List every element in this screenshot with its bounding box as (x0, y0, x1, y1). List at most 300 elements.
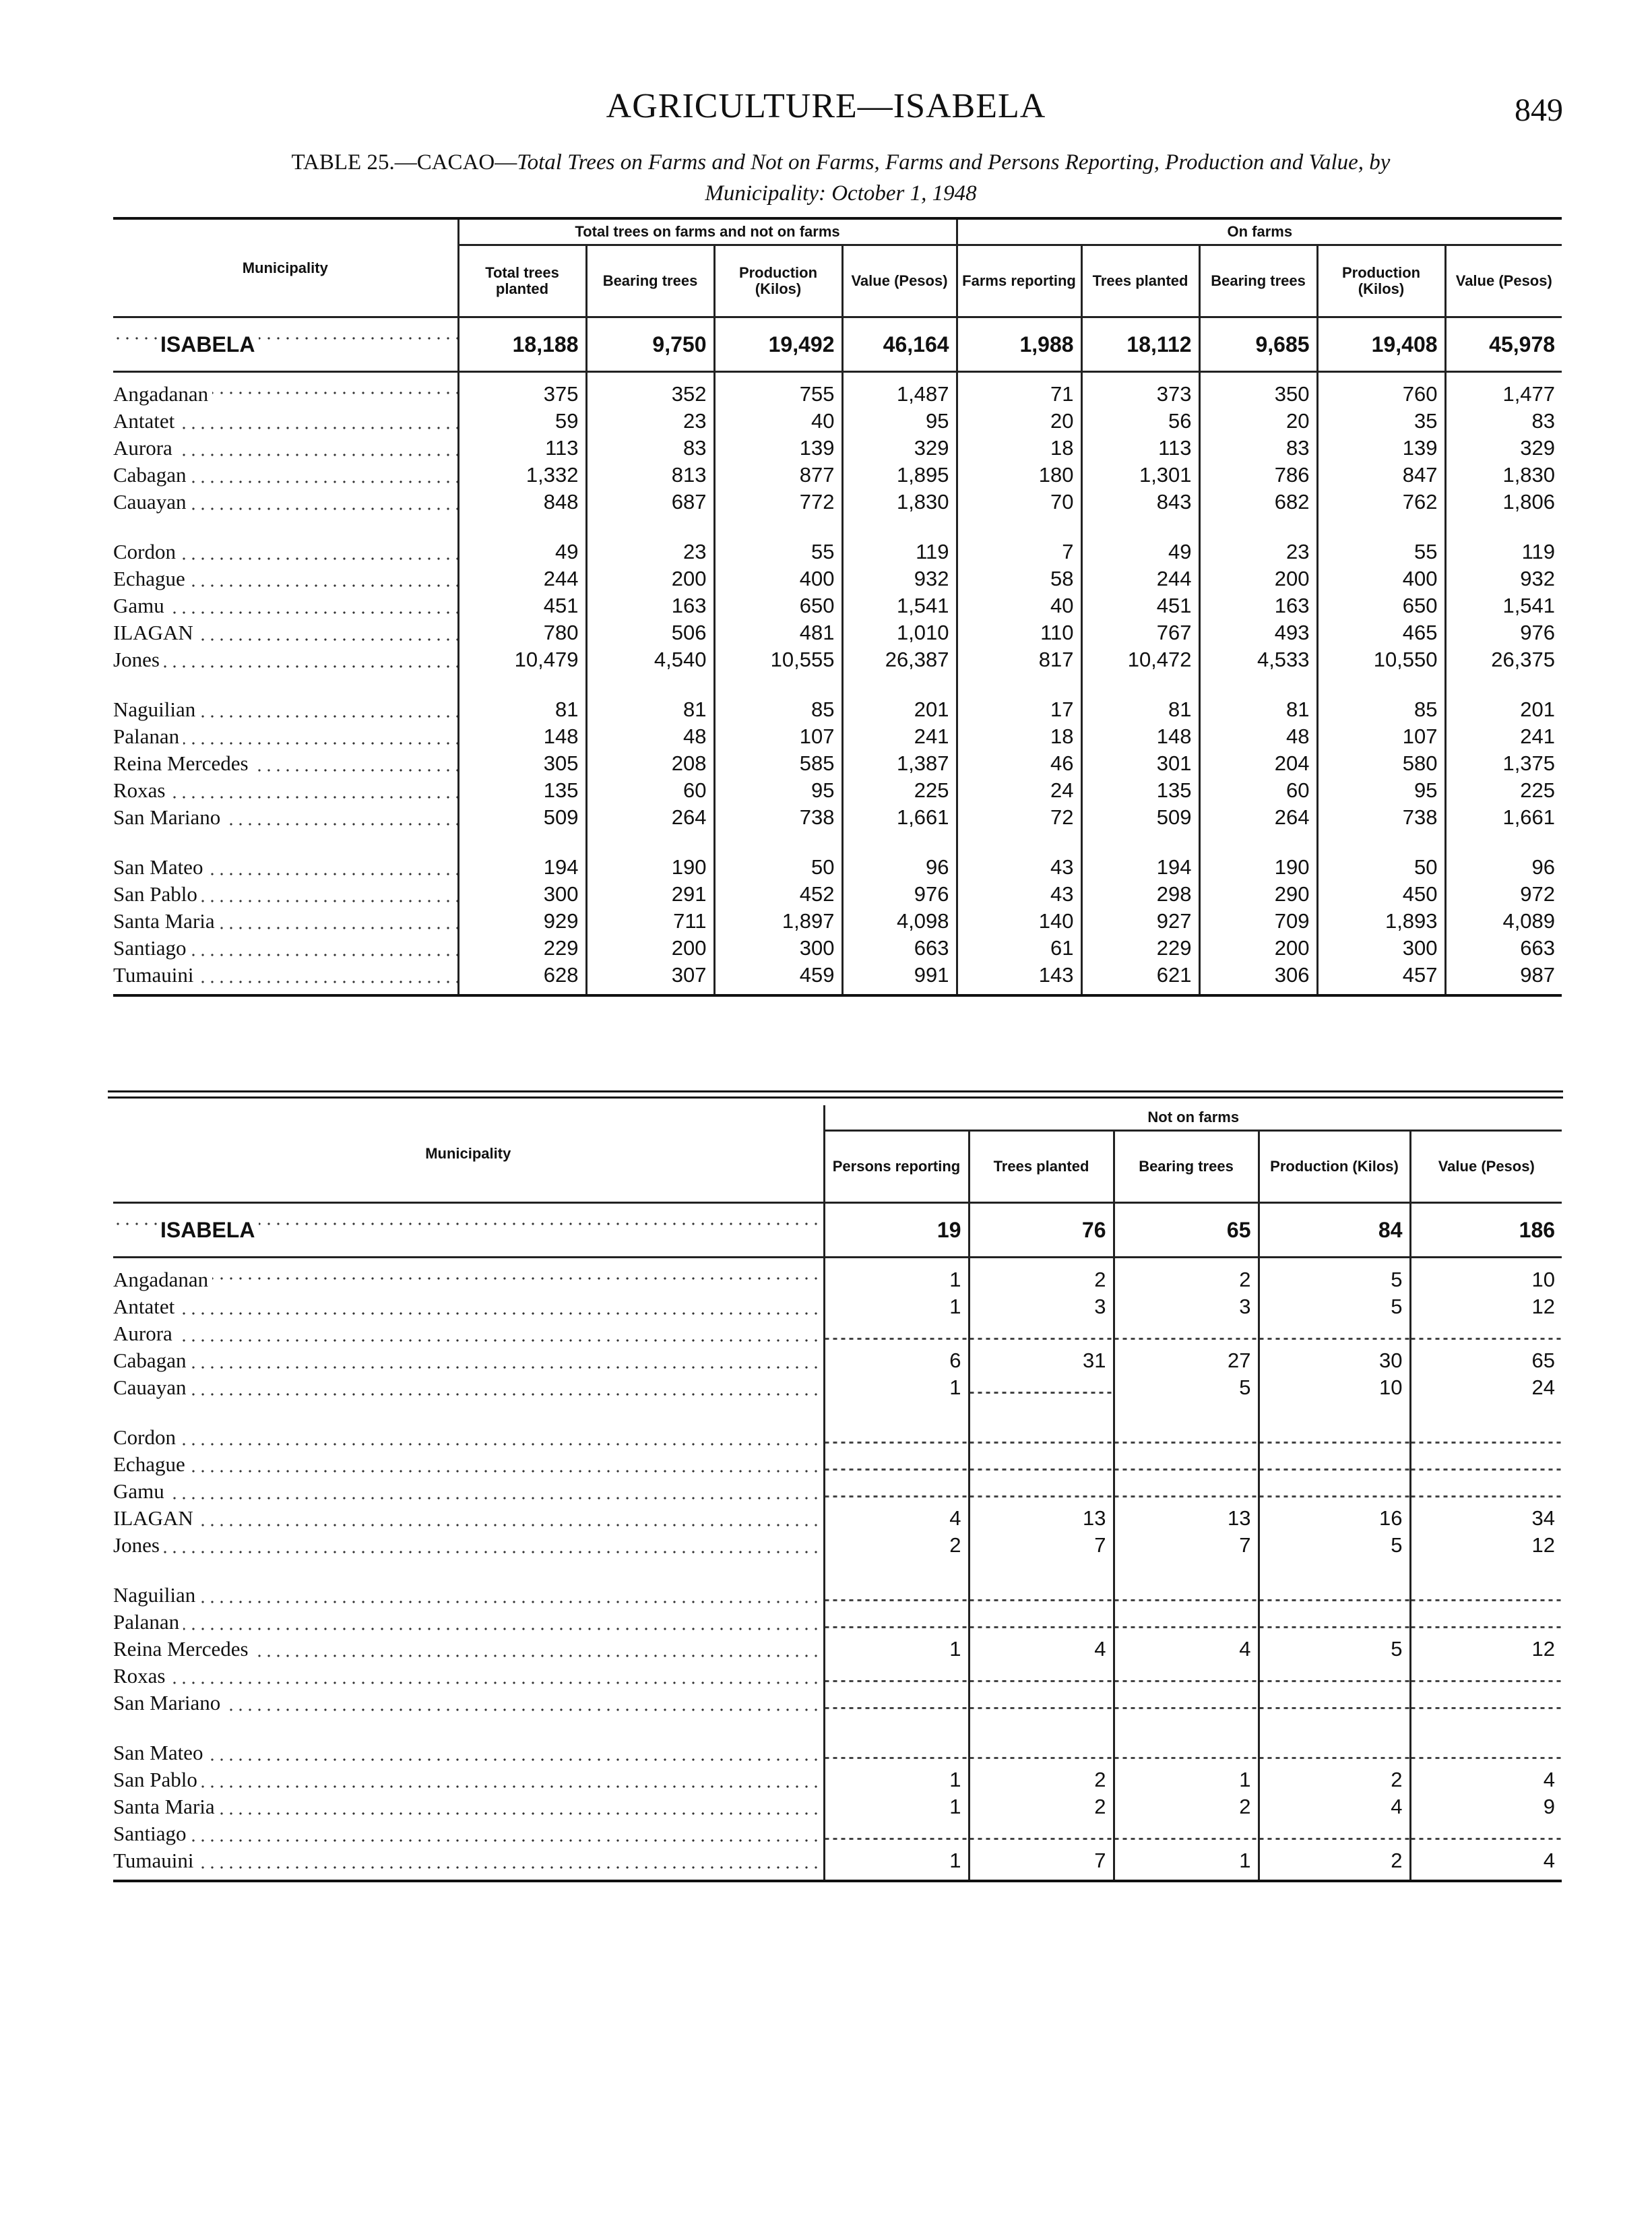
table-row (113, 1320, 1562, 1347)
spacer-cell (1259, 1401, 1410, 1424)
table-cell: 72 (957, 804, 1081, 831)
table-cell: 81 (586, 696, 714, 723)
municipality-name (113, 1347, 824, 1374)
table-cell: 1,010 (842, 619, 957, 646)
table-cell: 27 (1114, 1347, 1259, 1374)
table-cell: 932 (1445, 565, 1562, 592)
table-cell: 4 (1114, 1636, 1259, 1663)
municipality-name (113, 646, 458, 673)
spacer-cell (969, 1401, 1114, 1424)
table-cell (969, 1320, 1114, 1347)
table-cell: 9,750 (586, 317, 714, 372)
table-cell: 4 (824, 1505, 969, 1532)
table-cell: 628 (458, 962, 586, 995)
table-cell (824, 1690, 969, 1717)
table-cell (824, 1478, 969, 1505)
table-row (113, 1532, 1562, 1559)
table-cell (969, 1820, 1114, 1847)
municipality-label: ISABELA (160, 332, 259, 357)
spacer-cell (586, 673, 714, 696)
table-cell: 264 (1199, 804, 1317, 831)
table-cell (1410, 1582, 1562, 1609)
table-cell: 1 (824, 1258, 969, 1294)
spacer-cell (842, 673, 957, 696)
table-cell: 96 (1445, 854, 1562, 881)
table-cell: 2 (1259, 1847, 1410, 1881)
municipality-name (113, 1847, 824, 1881)
table-cell: 19,492 (714, 317, 842, 372)
municipality-label: Santiago (113, 1822, 191, 1845)
table-cell: 10,555 (714, 646, 842, 673)
table-row (113, 750, 1562, 777)
table-cell (1114, 1739, 1259, 1766)
spacer-cell (957, 831, 1081, 854)
municipality-name (113, 1258, 824, 1294)
spacer-cell (1445, 673, 1562, 696)
municipality-name (113, 1663, 824, 1690)
table-not-on-farms (113, 1105, 1562, 1882)
table-cell: 85 (714, 696, 842, 723)
municipality-name (113, 565, 458, 592)
table-cell: 780 (458, 619, 586, 646)
municipality-name (113, 1690, 824, 1717)
table-cell: 1,661 (842, 804, 957, 831)
table-row (113, 489, 1562, 516)
table-cell: 20 (1199, 408, 1317, 435)
spacer-cell (1114, 1401, 1259, 1424)
table-cell: 20 (957, 408, 1081, 435)
table-cell: 34 (1410, 1505, 1562, 1532)
municipality-label: Antatet (113, 1295, 179, 1318)
table-cell: 772 (714, 489, 842, 516)
municipality-label: Cauayan (113, 490, 190, 514)
spacer-cell (1317, 831, 1445, 854)
table-cell (1410, 1424, 1562, 1451)
table-row (113, 1820, 1562, 1847)
table-cell: 163 (586, 592, 714, 619)
table-cell: 13 (1114, 1505, 1259, 1532)
table-row (113, 1258, 1562, 1294)
table-cell: 7 (969, 1847, 1114, 1881)
column-header: Production (Kilos) (1259, 1131, 1410, 1203)
table-row (113, 646, 1562, 673)
table-cell: 12 (1410, 1532, 1562, 1559)
table-cell: 5 (1259, 1293, 1410, 1320)
table-cell: 4 (1410, 1847, 1562, 1881)
table-cell: 4,098 (842, 908, 957, 935)
spacer-cell (1199, 516, 1317, 538)
table-cell: 509 (1081, 804, 1199, 831)
table-cell: 760 (1317, 372, 1445, 408)
spacer-cell (1081, 516, 1199, 538)
table-row (113, 1636, 1562, 1663)
table-cell: 65 (1114, 1203, 1259, 1258)
spacer-cell (842, 516, 957, 538)
table-cell: 31 (969, 1347, 1114, 1374)
spacer-cell (1410, 1401, 1562, 1424)
table-row (113, 1478, 1562, 1505)
table-cell: 1,830 (1445, 462, 1562, 489)
table-cell: 976 (842, 881, 957, 908)
column-header: Farms reporting (957, 245, 1081, 317)
municipality-label: Roxas (113, 1664, 170, 1688)
table-cell: 457 (1317, 962, 1445, 995)
table-cell (1259, 1582, 1410, 1609)
municipality-label: Echague (113, 1452, 189, 1476)
table-cell: 190 (1199, 854, 1317, 881)
table-cell: 10 (1259, 1374, 1410, 1401)
table-cell: 107 (1317, 723, 1445, 750)
table-cell: 16 (1259, 1505, 1410, 1532)
spacer-cell (1081, 831, 1199, 854)
table-cell (969, 1374, 1114, 1401)
table-cell: 682 (1199, 489, 1317, 516)
table-row (113, 1347, 1562, 1374)
table-row (113, 881, 1562, 908)
table-row (113, 1374, 1562, 1401)
table-cell: 148 (1081, 723, 1199, 750)
column-header: Bearing trees (586, 245, 714, 317)
table-cell: 1,661 (1445, 804, 1562, 831)
table-cell: 61 (957, 935, 1081, 962)
table-cell: 241 (842, 723, 957, 750)
table-cell: 76 (969, 1203, 1114, 1258)
table-cell: 1 (824, 1766, 969, 1793)
table-row (113, 317, 1562, 372)
table-cell: 241 (1445, 723, 1562, 750)
municipality-name (113, 1820, 824, 1847)
table-cell: 49 (1081, 538, 1199, 565)
table-cell: 1,477 (1445, 372, 1562, 408)
municipality-name (113, 962, 458, 995)
municipality-name (113, 372, 458, 408)
table-cell: 48 (586, 723, 714, 750)
table-cell: 350 (1199, 372, 1317, 408)
spacer-cell (714, 673, 842, 696)
table-cell: 7 (969, 1532, 1114, 1559)
table-cell: 65 (1410, 1347, 1562, 1374)
table-cell: 24 (1410, 1374, 1562, 1401)
table-cell: 2 (969, 1258, 1114, 1294)
table-cell: 1 (824, 1293, 969, 1320)
table-cell: 194 (1081, 854, 1199, 881)
municipality-label: Echague (113, 567, 189, 590)
table-cell: 49 (458, 538, 586, 565)
table-cell: 5 (1114, 1374, 1259, 1401)
spacer-cell (1199, 673, 1317, 696)
municipality-name (113, 1320, 824, 1347)
table-cell: 208 (586, 750, 714, 777)
municipality-label: San Pablo (113, 1768, 201, 1791)
municipality-name (113, 696, 458, 723)
municipality-label: Reina Mercedes (113, 1637, 253, 1661)
table-cell: 650 (1317, 592, 1445, 619)
table-cell: 2 (1259, 1766, 1410, 1793)
table-cell: 18 (957, 723, 1081, 750)
table-cell: 1,332 (458, 462, 586, 489)
municipality-name (113, 804, 458, 831)
table-row (113, 1451, 1562, 1478)
column-header: Trees planted (1081, 245, 1199, 317)
table-cell: 848 (458, 489, 586, 516)
table-cell: 139 (1317, 435, 1445, 462)
group-spacer (113, 831, 1562, 854)
table-cell: 847 (1317, 462, 1445, 489)
column-header: Production (Kilos) (714, 245, 842, 317)
table-cell: 229 (1081, 935, 1199, 962)
table-cell (824, 1424, 969, 1451)
table-cell: 201 (842, 696, 957, 723)
municipality-name (113, 750, 458, 777)
table-cell: 95 (842, 408, 957, 435)
spacer-cell (586, 516, 714, 538)
table-row (113, 592, 1562, 619)
spacer-cell (586, 831, 714, 854)
table-cell: 139 (714, 435, 842, 462)
table-cell: 1,487 (842, 372, 957, 408)
table-cell: 1,387 (842, 750, 957, 777)
table-cell: 373 (1081, 372, 1199, 408)
municipality-label: Tumauini (113, 963, 197, 987)
table-cell: 450 (1317, 881, 1445, 908)
table-cell (1114, 1451, 1259, 1478)
municipality-name (113, 1766, 824, 1793)
table-row (113, 1505, 1562, 1532)
table-cell (1114, 1582, 1259, 1609)
table-cell: 493 (1199, 619, 1317, 646)
table-cell: 300 (714, 935, 842, 962)
spacer-cell (113, 516, 458, 538)
table-cell: 225 (842, 777, 957, 804)
table-cell: 19,408 (1317, 317, 1445, 372)
table-cell: 10,479 (458, 646, 586, 673)
table-cell: 83 (586, 435, 714, 462)
table-cell (969, 1582, 1114, 1609)
spacer-cell (113, 831, 458, 854)
table-cell: 298 (1081, 881, 1199, 908)
municipality-label: Santa Maria (113, 909, 219, 933)
municipality-label: ISABELA (160, 1218, 259, 1242)
municipality-name (113, 1478, 824, 1505)
table-cell: 70 (957, 489, 1081, 516)
table-cell: 987 (1445, 962, 1562, 995)
municipality-name (113, 317, 458, 372)
municipality-label: Naguilian (113, 1583, 199, 1607)
table-cell (1410, 1663, 1562, 1690)
municipality-label: Santa Maria (113, 1795, 219, 1818)
spacer-cell (1114, 1717, 1259, 1739)
table-cell: 201 (1445, 696, 1562, 723)
municipality-name (113, 435, 458, 462)
table-cell: 1 (1114, 1847, 1259, 1881)
table-cell: 4,533 (1199, 646, 1317, 673)
table-cell (824, 1739, 969, 1766)
table-cell: 5 (1259, 1532, 1410, 1559)
caption-line2: Municipality: October 1, 1948 (705, 181, 977, 206)
municipality-label: ILAGAN (113, 621, 197, 644)
table-cell: 2 (969, 1793, 1114, 1820)
table-cell: 9 (1410, 1793, 1562, 1820)
table-cell (1259, 1820, 1410, 1847)
municipality-label: Antatet (113, 409, 179, 433)
spacer-cell (824, 1717, 969, 1739)
table-cell: 738 (714, 804, 842, 831)
table-row (113, 696, 1562, 723)
table-cell: 621 (1081, 962, 1199, 995)
table-on-farms (113, 217, 1562, 997)
municipality-label: Cauayan (113, 1376, 190, 1399)
table-cell: 55 (1317, 538, 1445, 565)
table-cell: 843 (1081, 489, 1199, 516)
table-cell: 107 (714, 723, 842, 750)
table-cell: 23 (586, 408, 714, 435)
spacer-cell (113, 1401, 824, 1424)
table-cell: 932 (842, 565, 957, 592)
municipality-label: Reina Mercedes (113, 751, 253, 775)
table-cell (1259, 1320, 1410, 1347)
table-cell: 83 (1199, 435, 1317, 462)
table-cell: 229 (458, 935, 586, 962)
table-cell: 1 (1114, 1766, 1259, 1793)
spacer-cell (1081, 673, 1199, 696)
table-cell: 84 (1259, 1203, 1410, 1258)
municipality-name (113, 935, 458, 962)
table-cell: 119 (1445, 538, 1562, 565)
table-cell (1259, 1609, 1410, 1636)
table-cell: 877 (714, 462, 842, 489)
caption-main: Total Trees on Farms and Not on Farms, Farms and Persons Reporting, Production and Value, by (517, 150, 1391, 175)
group-spacer (113, 673, 1562, 696)
table-cell: 451 (458, 592, 586, 619)
table-cell: 10 (1410, 1258, 1562, 1294)
spacer-cell (1410, 1717, 1562, 1739)
spacer-cell (824, 1559, 969, 1582)
spacer-cell (969, 1717, 1114, 1739)
municipality-name (113, 592, 458, 619)
municipality-label: Jones (113, 648, 164, 671)
table-row (113, 408, 1562, 435)
table-cell: 972 (1445, 881, 1562, 908)
table-cell (824, 1663, 969, 1690)
column-header: Bearing trees (1114, 1131, 1259, 1203)
table-cell: 186 (1410, 1203, 1562, 1258)
table-cell: 301 (1081, 750, 1199, 777)
municipality-name (113, 1636, 824, 1663)
table-cell: 18 (957, 435, 1081, 462)
table-cell: 95 (714, 777, 842, 804)
table-cell: 506 (586, 619, 714, 646)
table-cell: 2 (1114, 1258, 1259, 1294)
table-cell: 17 (957, 696, 1081, 723)
table-row (113, 462, 1562, 489)
municipality-label: Tumauini (113, 1849, 197, 1872)
table-cell: 1,830 (842, 489, 957, 516)
table-cell (1410, 1609, 1562, 1636)
table-row (113, 1293, 1562, 1320)
column-header: Bearing trees (1199, 245, 1317, 317)
table-cell: 329 (842, 435, 957, 462)
table-cell: 400 (1317, 565, 1445, 592)
table-cell (969, 1609, 1114, 1636)
spacer-cell (714, 831, 842, 854)
table-cell (1410, 1478, 1562, 1505)
table-cell: 817 (957, 646, 1081, 673)
column-header: Trees planted (969, 1131, 1114, 1203)
municipality-name (113, 1793, 824, 1820)
table-cell: 200 (1199, 935, 1317, 962)
table-cell: 96 (842, 854, 957, 881)
municipality-name (113, 1203, 824, 1258)
municipality-label: ILAGAN (113, 1506, 197, 1530)
table-cell: 23 (1199, 538, 1317, 565)
table-cell: 7 (1114, 1532, 1259, 1559)
table-cell: 5 (1259, 1636, 1410, 1663)
table-cell: 4 (969, 1636, 1114, 1663)
table-cell: 200 (586, 565, 714, 592)
table-row (113, 723, 1562, 750)
table-cell: 50 (714, 854, 842, 881)
table-cell: 18,188 (458, 317, 586, 372)
table-cell: 119 (842, 538, 957, 565)
table-cell: 762 (1317, 489, 1445, 516)
municipality-name (113, 489, 458, 516)
table-cell: 300 (458, 881, 586, 908)
municipality-name (113, 1582, 824, 1609)
municipality-name (113, 619, 458, 646)
table-cell: 465 (1317, 619, 1445, 646)
table-row (113, 1690, 1562, 1717)
table-cell: 9,685 (1199, 317, 1317, 372)
table-cell: 2 (1114, 1793, 1259, 1820)
table-cell: 5 (1259, 1258, 1410, 1294)
municipality-label: Aurora (113, 436, 177, 460)
municipality-label: Angadanan (113, 1268, 212, 1291)
column-header: Production (Kilos) (1317, 245, 1445, 317)
table-cell: 1,893 (1317, 908, 1445, 935)
table-row (113, 935, 1562, 962)
table-cell (1259, 1424, 1410, 1451)
table-cell (1259, 1739, 1410, 1766)
spacer-cell (113, 1559, 824, 1582)
table-cell: 110 (957, 619, 1081, 646)
table-cell: 459 (714, 962, 842, 995)
column-header: Value (Pesos) (1410, 1131, 1562, 1203)
table-cell: 1,301 (1081, 462, 1199, 489)
table-cell (824, 1820, 969, 1847)
table-cell: 46,164 (842, 317, 957, 372)
table-cell: 976 (1445, 619, 1562, 646)
table-cell: 140 (957, 908, 1081, 935)
table-cell: 48 (1199, 723, 1317, 750)
table-cell (1114, 1424, 1259, 1451)
table-row (113, 777, 1562, 804)
table-cell: 1 (824, 1374, 969, 1401)
group-spacer (113, 1559, 1562, 1582)
table-cell: 81 (458, 696, 586, 723)
municipality-label: San Mariano (113, 1691, 224, 1715)
table-cell: 1,541 (842, 592, 957, 619)
municipality-name (113, 1451, 824, 1478)
table-cell: 45,978 (1445, 317, 1562, 372)
table-cell: 929 (458, 908, 586, 935)
table-cell (969, 1690, 1114, 1717)
table-cell (1259, 1451, 1410, 1478)
table-cell: 580 (1317, 750, 1445, 777)
table-row (113, 538, 1562, 565)
table-cell: 180 (957, 462, 1081, 489)
group-spacer (113, 1401, 1562, 1424)
municipality-name (113, 462, 458, 489)
